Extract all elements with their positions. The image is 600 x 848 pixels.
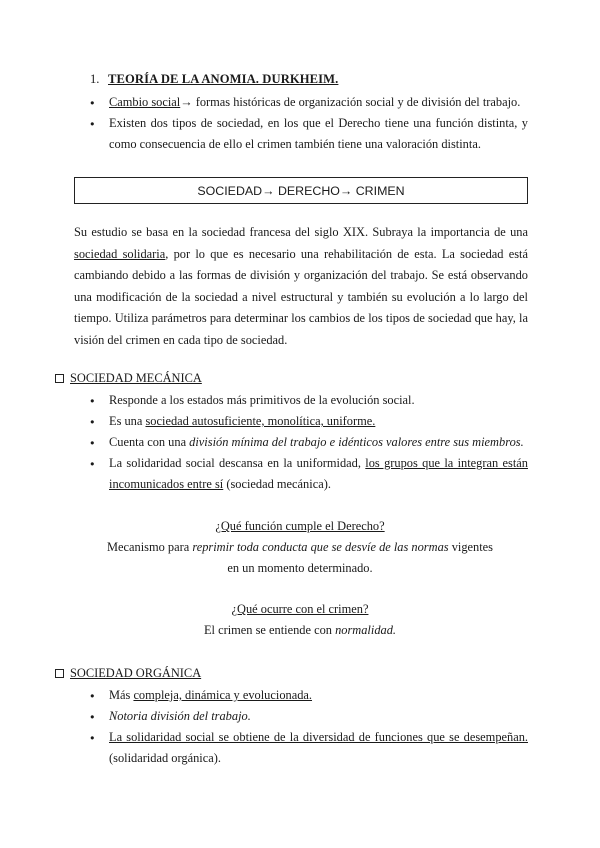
- list-item: ● Responde a los estados más primitivos de la evolución social.: [90, 390, 528, 411]
- list-item: ● Notoria división del trabajo.: [90, 706, 528, 727]
- section-heading: [90, 72, 338, 87]
- list-item: ● Cambio social→ formas históricas de organización social y de división del trabajo.: [90, 92, 528, 113]
- list-item: ● Existen dos tipos de sociedad, en los que el Derecho tiene una función distinta, y como consecuencia de ello el crimen también tiene una valoración distinta.: [90, 113, 528, 155]
- concept-box: [74, 177, 528, 204]
- mecanica-title: SOCIEDAD MECÁNICA: [70, 371, 202, 385]
- organica-bullet-list: [90, 685, 528, 769]
- body-paragraph: Su estudio se basa en la sociedad francesa del siglo XIX. Subraya la importancia de una sociedad solidaria, por lo que es necesario una rehabilitación de esta. La sociedad está cambiando debido a las formas de división y organización del trabajo. Se está observando una modificación de la sociedad a nivel estructural y también su evolución a lo largo del tiempo. Utiliza parámetros para determinar los cambios de los tipos de sociedad que hay, la visión del crimen en cada tipo de sociedad.: [74, 225, 528, 347]
- derecho-question-block: [60, 516, 540, 579]
- organica-heading: [55, 666, 201, 681]
- organica-title: SOCIEDAD ORGÁNICA: [70, 666, 202, 680]
- list-item: ● Es una sociedad autosuficiente, monolítica, uniforme.: [90, 411, 528, 432]
- crimen-question: ¿Qué ocurre con el crimen?: [231, 602, 369, 616]
- list-item: ● Más compleja, dinámica y evolucionada.: [90, 685, 528, 706]
- crimen-answer: El crimen se entiende con normalidad.: [203, 623, 397, 637]
- section-title: TEORÍA DE LA ANOMIA. DURKHEIM.: [108, 72, 339, 86]
- derecho-answer: Mecanismo para reprimir toda conducta que se desvíe de las normas vigentes en un momento determinado.: [107, 540, 493, 575]
- checkbox-icon: [55, 374, 64, 383]
- mecanica-bullet-list: [90, 390, 528, 495]
- checkbox-icon: [55, 669, 64, 678]
- intro-bullet-list: [90, 92, 528, 155]
- derecho-question: ¿Qué función cumple el Derecho?: [215, 519, 385, 533]
- section-number: 1.: [90, 72, 100, 86]
- list-item: ● La solidaridad social descansa en la uniformidad, los grupos que la integran están incomunicados entre sí (sociedad mecánica).: [90, 453, 528, 495]
- list-item: ● Cuenta con una división mínima del trabajo e idénticos valores entre sus miembros.: [90, 432, 528, 453]
- crimen-question-block: [60, 599, 540, 641]
- mecanica-heading: [55, 371, 202, 386]
- concept-box-text: SOCIEDAD→ DERECHO→ CRIMEN: [197, 183, 405, 198]
- list-item: ● La solidaridad social se obtiene de la diversidad de funciones que se desempeñan. (solidaridad orgánica).: [90, 727, 528, 769]
